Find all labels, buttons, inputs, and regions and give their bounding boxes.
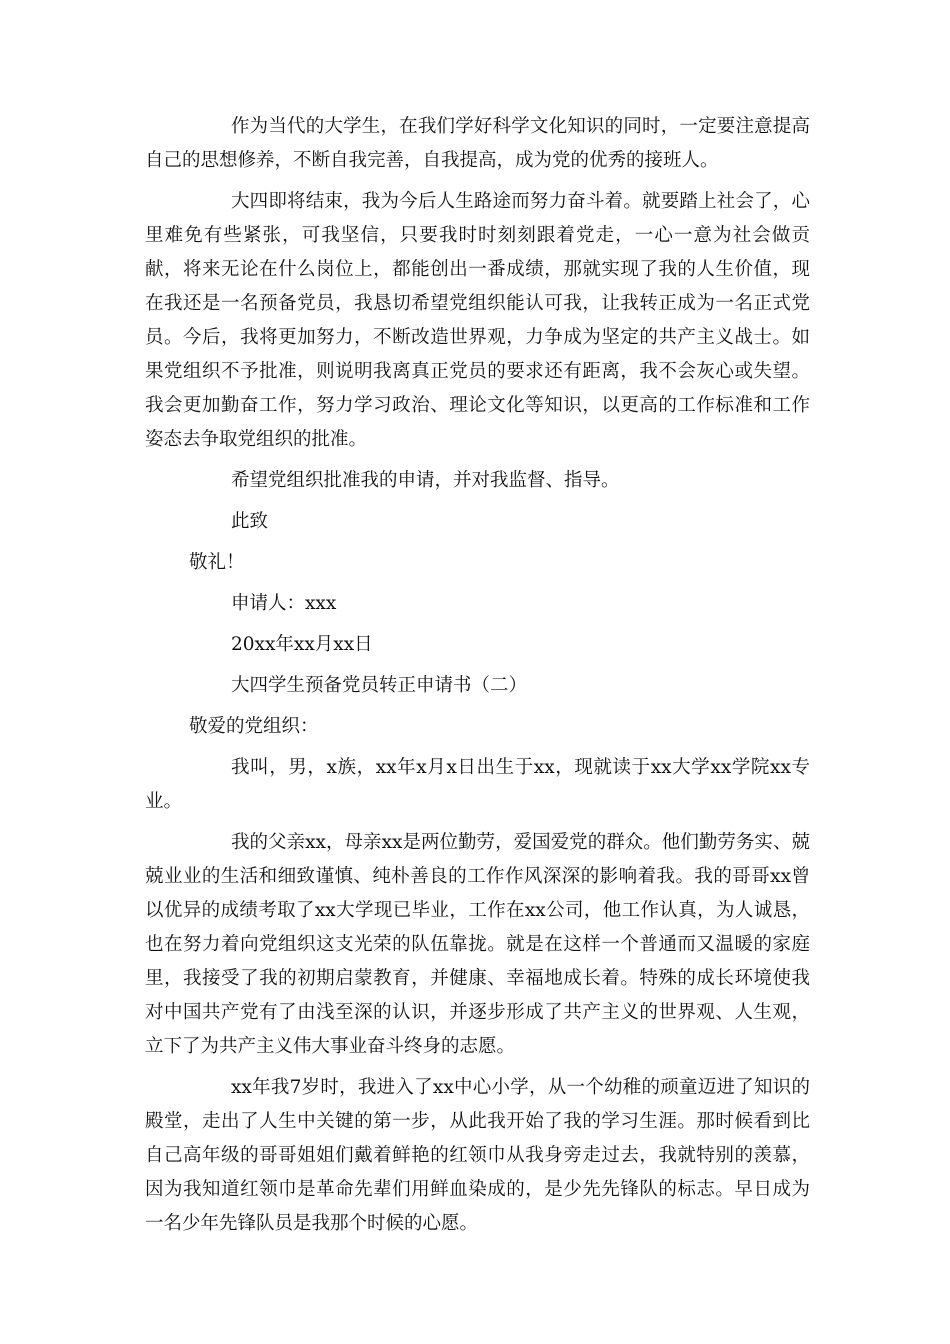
closing-regards: 敬礼！ bbox=[189, 552, 245, 573]
paragraph-family: 我的父亲xx，母亲xx是两位勤劳，爱国爱党的群众。他们勤劳务实、兢兢业业的生活和细致谨慎、纯朴善良的工作作风深深的影响着我。我的哥哥xx曾以优异的成绩考取了xx大学现已毕业，工作在xx公司，他工作认真，为人诚恳，也在努力着向党组织这支光荣的队伍靠拢。就是在这样一个普通而又温暖的家庭里，我接受了我的初期启蒙教育，并健康、幸福地成长着。特殊的成长环境使我对中国共产党有了由浅至深的认识，并逐步形成了共产主义的世界观、人生观，立下了为共产主义伟大事业奋斗终身的志愿。 bbox=[145, 832, 810, 1057]
paragraph-request-approval: 希望党组织批准我的申请，并对我监督、指导。 bbox=[231, 470, 620, 491]
closing-salutation: 此致 bbox=[231, 511, 269, 532]
document-body bbox=[145, 110, 810, 1248]
section-title: 大四学生预备党员转正申请书（二） bbox=[231, 675, 528, 696]
letter-greeting: 敬爱的党组织： bbox=[189, 716, 319, 737]
applicant-signature: 申请人：xxx bbox=[231, 593, 337, 614]
paragraph-introduction: 我叫，男，x族，xx年x月x日出生于xx，现就读于xx大学xx学院xx专业。 bbox=[145, 757, 810, 812]
paragraph-primary-school: xx年我7岁时，我进入了xx中心小学，从一个幼稚的顽童迈进了知识的殿堂，走出了人生中关键的第一步，从此我开始了我的学习生涯。那时候看到比自己高年级的哥哥姐姐们戴着鲜艳的红领巾从我身旁走过去，我就特别的羡慕，因为我知道红领巾是革命先辈们用鲜血染成的，是少先先锋队的标志。早日成为一名少年先锋队员是我那个时候的心愿。 bbox=[145, 1077, 810, 1234]
application-date: 20xx年xx月xx日 bbox=[231, 634, 373, 655]
paragraph-self-improvement: 作为当代的大学生，在我们学好科学文化知识的同时，一定要注意提高自己的思想修养，不断自我完善，自我提高，成为党的优秀的接班人。 bbox=[145, 116, 810, 171]
paragraph-senior-year: 大四即将结束，我为今后人生路途而努力奋斗着。就要踏上社会了，心里难免有些紧张，可我坚信，只要我时时刻刻跟着党走，一心一意为社会做贡献，将来无论在什么岗位上，都能创出一番成绩，那就实现了我的人生价值，现在我还是一名预备党员，我恳切希望党组织能认可我，让我转正成为一名正式党员。今后，我将更加努力，不断改造世界观，力争成为坚定的共产主义战士。如果党组织不予批准，则说明我离真正党员的要求还有距离，我不会灰心或失望。我会更加勤奋工作，努力学习政治、理论文化等知识，以更高的工作标准和工作姿态去争取党组织的批准。 bbox=[145, 191, 810, 450]
